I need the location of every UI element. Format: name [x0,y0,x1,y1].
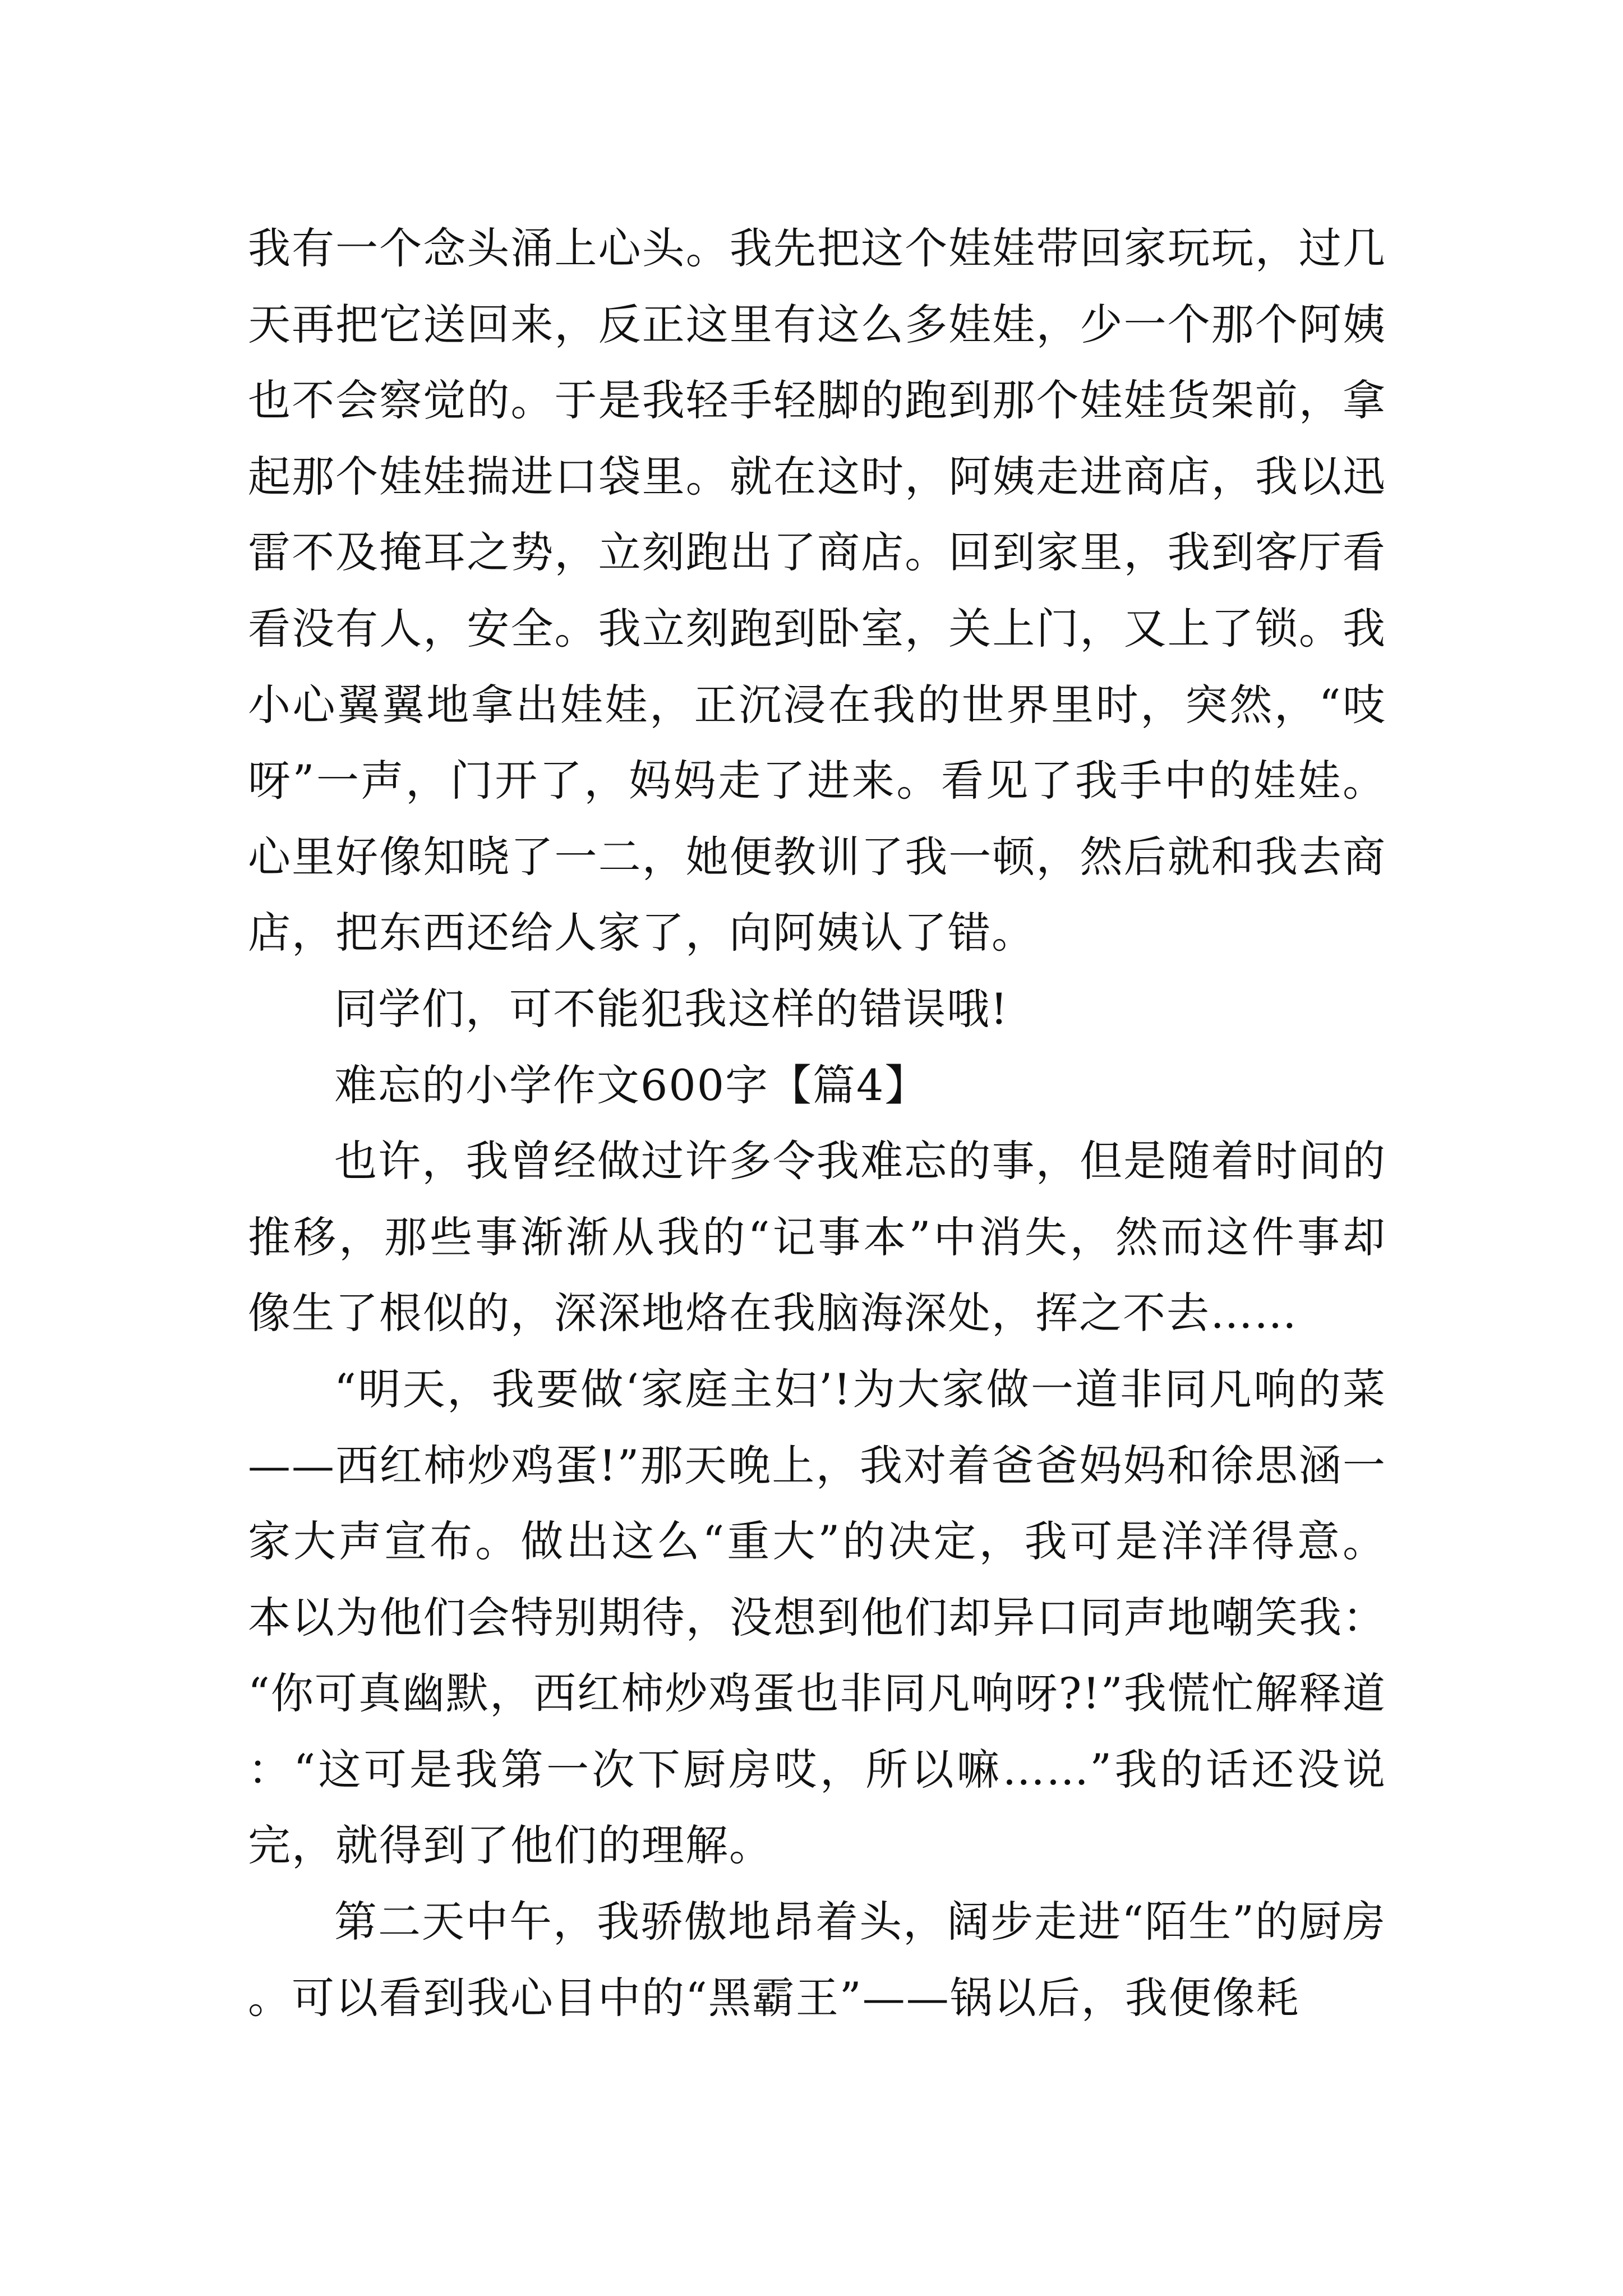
paragraph-next-day: 第二天中午，我骄傲地昂着头，阔步走进“陌生”的厨房。可以看到我心目中的“黑霸王”——锅以后，我便像耗 [248,1897,1386,2023]
essay-title: 难忘的小学作文600字【篇4】 [334,1060,929,1110]
document-body [248,210,1386,2036]
paragraph-intro: 也许，我曾经做过许多令我难忘的事，但是随着时间的推移，那些事渐渐从我的“记事本”中消失，然而这件事却像生了根似的，深深地烙在我脑海深处，挥之不去…… [248,1136,1386,1338]
paragraph-announcement: “明天，我要做‘家庭主妇’!为大家做一道非同凡响的菜——西红柿炒鸡蛋!”那天晚上，我对着爸爸妈妈和徐思涵一家大声宣布。做出这么“重大”的决定，我可是洋洋得意。本以为他们会特别期待，没想到他们却异口同声地嘲笑我：“你可真幽默，西红柿炒鸡蛋也非同凡响呀?!”我慌忙解释道：“这可是我第一次下厨房哎，所以嘛……”我的话还没说完，就得到了他们的理解。 [248,1364,1386,1871]
paragraph-closing-advice: 同学们，可不能犯我这样的错误哦! [334,983,1009,1034]
paragraph-doll-story-continuation: 我有一个念头涌上心头。我先把这个娃娃带回家玩玩，过几天再把它送回来，反正这里有这么多娃娃，少一个那个阿姨也不会察觉的。于是我轻手轻脚的跑到那个娃娃货架前，拿起那个娃娃揣进口袋里。就在这时，阿姨走进商店，我以迅雷不及掩耳之势，立刻跑出了商店。回到家里，我到客厅看看没有人，安全。我立刻跑到卧室，关上门，又上了锁。我小心翼翼地拿出娃娃，正沉浸在我的世界里时，突然，“吱呀”一声，门开了，妈妈走了进来。看见了我手中的娃娃。心里好像知晓了一二，她便教训了我一顿，然后就和我去商店，把东西还给人家了，向阿姨认了错。 [248,223,1386,958]
